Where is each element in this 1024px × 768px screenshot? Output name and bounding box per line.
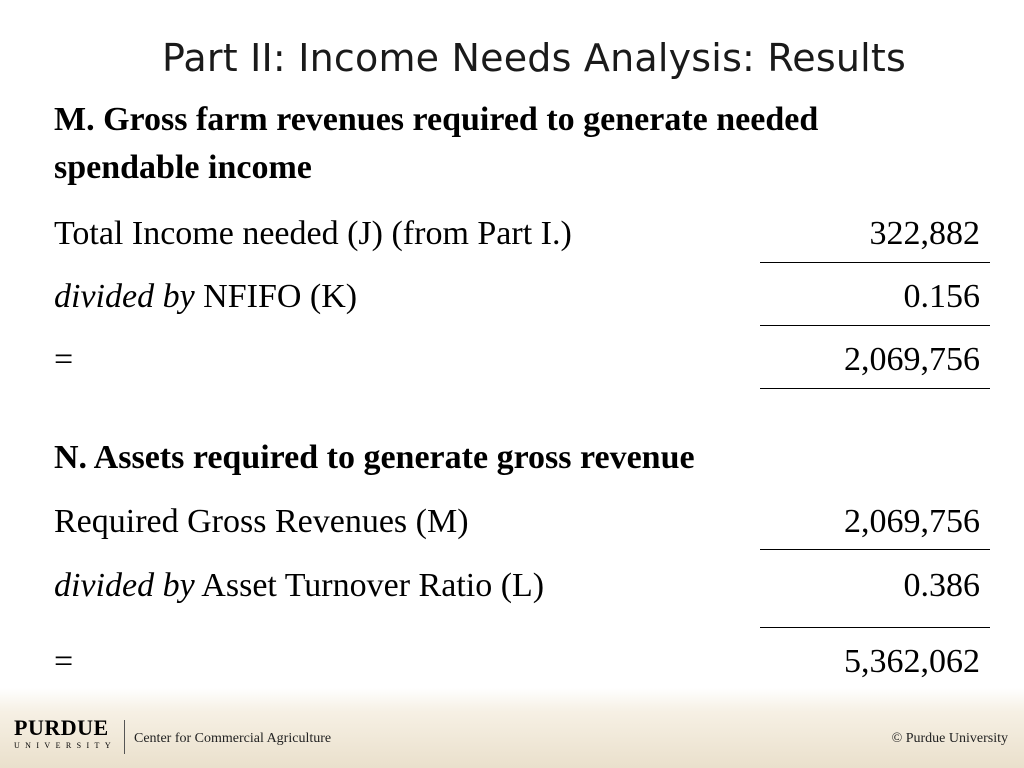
divided-by-text: divided by — [54, 278, 195, 315]
row-total-income-value: 322,882 — [869, 215, 980, 252]
value-underline — [760, 388, 990, 389]
row-n-result-label: = — [54, 643, 74, 680]
divided-by-text: divided by — [54, 567, 195, 604]
value-underline — [760, 325, 990, 326]
row-asset-turnover-value: 0.386 — [903, 567, 980, 604]
logo-subtitle: UNIVERSITY — [14, 741, 116, 750]
center-name: Center for Commercial Agriculture — [134, 731, 332, 746]
logo-wordmark: PURDUE — [14, 715, 109, 740]
section-m-heading: M. Gross farm revenues required to generate needed spendable income — [54, 101, 819, 186]
logo-divider — [124, 720, 125, 754]
value-underline — [760, 549, 990, 550]
row-n-result-value: 5,362,062 — [844, 643, 980, 680]
value-underline — [760, 627, 990, 628]
value-underline — [760, 262, 990, 263]
section-n-heading: N. Assets required to generate gross revenue — [54, 439, 695, 476]
row-nfifo-value: 0.156 — [903, 278, 980, 315]
row-required-gross-label: Required Gross Revenues (M) — [54, 503, 469, 540]
purdue-logo — [14, 717, 116, 751]
slide-title: Part II: Income Needs Analysis: Results — [162, 36, 906, 80]
footer-band — [0, 688, 1024, 768]
asset-turnover-text: Asset Turnover Ratio (L) — [201, 567, 545, 604]
nfifo-text: NFIFO (K) — [203, 278, 358, 315]
copyright: © Purdue University — [891, 731, 1008, 746]
row-m-result-value: 2,069,756 — [844, 341, 980, 378]
row-nfifo-label — [54, 277, 357, 317]
row-required-gross-value: 2,069,756 — [844, 503, 980, 540]
row-asset-turnover-label — [54, 566, 544, 606]
row-m-result-label: = — [54, 341, 74, 378]
row-total-income-label: Total Income needed (J) (from Part I.) — [54, 215, 572, 252]
